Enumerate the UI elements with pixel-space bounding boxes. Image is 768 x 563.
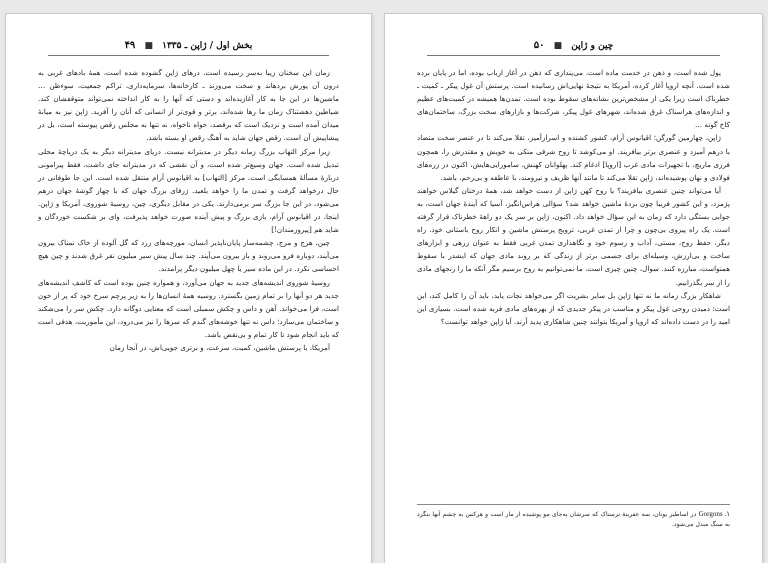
footnote (417, 504, 730, 530)
running-head-title: بخش اول / ژاپن ـ ۱۳۳۵ (162, 41, 253, 51)
paragraph: زمان این سخنان زیبا به‌سر رسیده است. درهای ژاپن گشوده شده است، همهٔ بادهای غربی به درون آن پورش بردهاند و سخت می‌وزند ـ کارخانه‌ها، سرمایه‌داری، تراکم جمعیت، سوء‌ظن … ماشین‌ها در این جا به کار آغازیده‌اند و دستی که آنها را به کار انداخته نمی‌تواند متوقفشان کند. شیاطین دهشتناک زمان ما رها شده‌اند، برتر و قوی‌تر از انسانی که آنان را آفرید. ژاپن نیز به میانهٔ میدان آمده است و نزدیک است که برقصد، خواه ناخواه، نه تنها به مجلس رقص پیوسته است، بل در پیشاپیش آن است. رقص جهان شاید به آهنگ رقص او بسته باشد. (38, 68, 339, 143)
paragraph: زیرا مرکز التهاب بزرگ زمانه دیگر در مدیترانه نیست. دریای مدیترانه دیگر به یک دریاچهٔ محلی تبدیل شده است. جهان وسیع‌تر شده است، و آن نقشی که در مدیترانه جای داشت، فقط پیرامونی دربارهٔ مسألهٔ همسایگی است. مرکز [التهاب] به اقیانوس آرام منتقل شده است. این جا طوفانی در حال درخواهد گرفت و تمدن ما را خواهد بلعید. ژرفای بزرگ جهان که با چهار گوشهٔ جهان درهم می‌شود، در این جا بزرگ سر برمی‌دارند. یکی در مقابل دیگری، چین، روسیهٔ شوروی، آمریکا و ژاپن. اینجا، در اقیانوس آرام، بازی بزرگ و پیش آینده صورت خواهد پذیرفت، وای بر شکست خوردگان و شاید هم [پیروزمندان!] (38, 146, 339, 235)
body-text (417, 66, 730, 328)
footnote-marker: ۱. Gorgons (698, 510, 731, 518)
body-text (38, 66, 339, 354)
book-page-right (385, 14, 762, 563)
separator-icon: ■ (553, 41, 563, 51)
footnote-text: در اساطیر یونان، سه عفریتهٔ ترسناک که سرشان به‌جای مو پوشیده از مار است و هرکس به چشم آنها بنگرد به سنگ مبدل می‌شود. (417, 511, 730, 528)
separator-icon: ■ (144, 41, 153, 51)
page-number: ۵۰ (533, 40, 545, 51)
running-head (427, 40, 720, 56)
paragraph: شاهکار بزرگ زمانه ما نه تنها ژاپن بل سایر بشریت اگر می‌خواهد نجات یابد، باید آن را کامل کند، این است: دمیدن روحی غول پیکر و مناسب در پیکر جدیدی که از بهره‌های مادی فربه شده است. بسیاری این امید را در دست داده‌اند که اروپا و آمریکا بتوانند چنین شاهکاری پدید آرند. آیا ژاپن خواهد توانست؟ (417, 290, 730, 326)
paragraph: ژاپن، چهارمین گورگن؛ اقیانوس آرام، کشور کشنده و اسرارآمیز، تقلا می‌کند تا در عنصر سخت متضاد با درهم آمیزد و عنصری برتر بیافریند. او می‌کوشد تا روح شرقی متکی به خویش و مقتدرش را، همچون فرزی ماریچ، با تجهیزات مادی غرب [اروپا] ادغام کند. پهلوانان کهنش، سامورایی‌هایش، اکنون در زره‌های فولادی و نهان پوشیده‌اند، ژاپن تقلا می‌کند تا مانند آنها ظریف و نیرومند، با عاطفه و بی‌رحم، باشد. (417, 133, 730, 182)
paragraph: روسیهٔ شوروی اندیشه‌های جدید به جهان می‌آورد، و همواره چنین بوده است که کاشف اندیشه‌های جدید هر دو آنها را بر تمام زمین بگسترد. روسیه همهٔ انسان‌ها را به زیر پرچم سرخ خود که پر از خون است، فرا می‌خواند. آهن و داس و چکش سمبلی است که معنایی دوگانه دارد. چکش سر را می‌شکند و ساختمان می‌سازد؛ داس نه تنها خوشه‌های گندم که سرها را نیز می‌درود، این مأموریت، هدفی است که باید انجام شود تا کار تمام و بی‌نقص باشد. (38, 277, 339, 339)
running-head (48, 40, 329, 56)
page-number: ۴۹ (124, 40, 136, 51)
paragraph: چین، هرج و مرج، چشمه‌سار پایان‌ناپذیر انسان، مورچه‌های زرد که گل آلوده از خاک نمناک بیرون می‌آیند، دوباره فرو می‌روند و باز بیرون می‌آیند. چند سال پیش سیر میلیون نفر غرق شدند و چین هیچ احساسی نکرد. در این ماده سیر یا چهل میلیون دیگر پرامدند. (38, 238, 339, 274)
book-page-left (6, 14, 371, 563)
paragraph: آیا می‌تواند چنین عنصری بیافریند؟ یا روح کهن ژاپن از دست خواهد شد، همهٔ درختان گیلاس خواهند پژمرد، و این کشور فریبا چون بردهٔ ماشین خواهد شد؟ سؤالی هراس‌انگیز، آسیا که آیندهٔ جهان است، به جوابی بستگی دارد که زمان به این سؤال خواهد داد. اکنون، ژاپن بر سر یک دو راههٔ خطرناک قرار گرفته است. یک راه پیروی بی‌چون و چرا از تمدن غربی، ترویج پرستش ماشین و انکار روح باستانی خود. راه دیگر، حفظ روح، مستی، آداب و رسوم خود و نگاهداری تمدن غربی فقط به عنوان زرهی و ابزارهای ساخت و بی‌ارزش، وسیله‌ای برای جسمی برتر از زندگی که بر روند مادی جهان که ایشدر با سقوط همنواست، مبارزه کنند. سوال، چنین چیزی است. ما نمی‌توانیم به روح برسیم مگر آنکه ما را رنجهای مادی را از سر بگذرانیم. (417, 185, 730, 287)
paragraph: آمریکا، با پرستش ماشین، کمیت، سرعت، و برتری جویی‌اش، در آنجا زمان (109, 342, 330, 352)
paragraph: پول شده است، و ذهن در خدمت ماده است. می‌پنداری که ذهن در آغاز ارباب بوده، اما در پایان برده شده است. آنچه اروپا آغاز کرده، آمریکا به نتیجهٔ نهایی‌اش رسانیده است. پرستش آن غول پیکر ـ کمیت ـ خطرناک است زیرا یکی از مشخص‌ترین نشانه‌های سقوط بوده است. تمدن‌ها همیشه در کمیت‌های عظیم و اندازه‌های هراسناک غرق شده‌اند، شهرهای غول پیکر، شرکت‌ها و بازارهای سخت بزرگ، ساختمان‌های کاخ گونه … (417, 68, 730, 130)
running-head-title: چین و ژاپن (571, 41, 614, 51)
